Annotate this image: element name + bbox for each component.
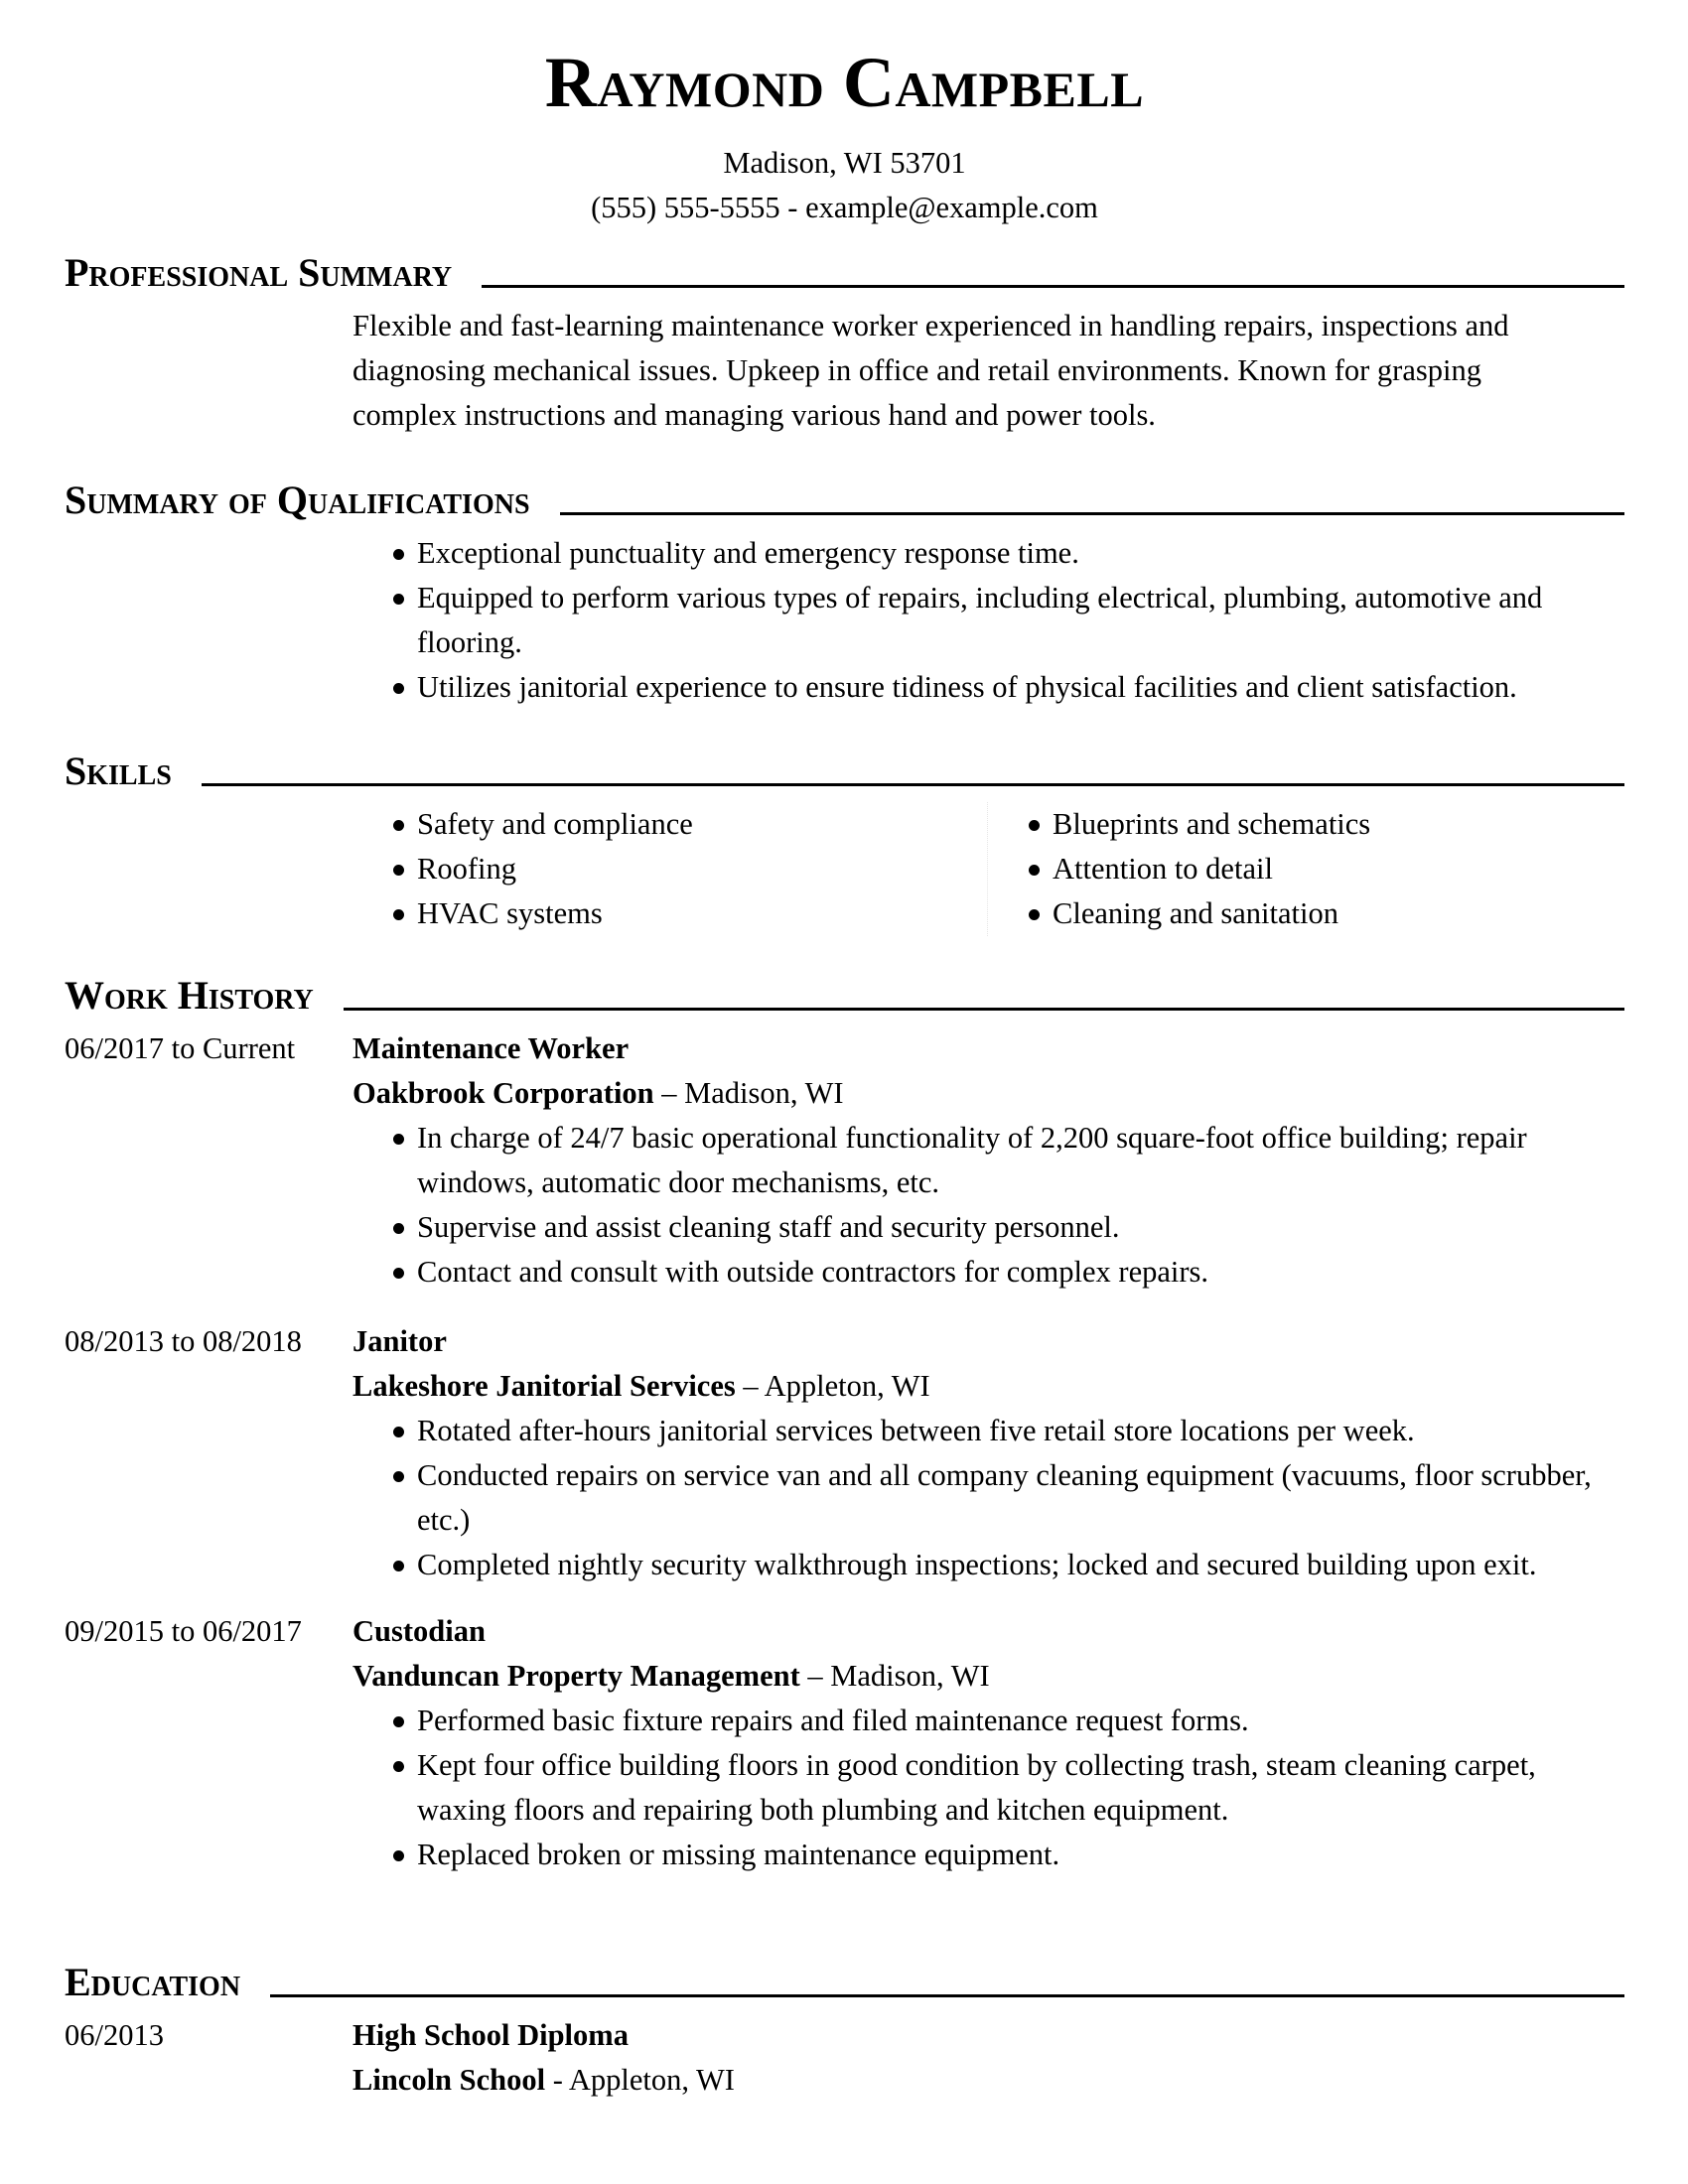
skill-item	[393, 802, 987, 847]
summary-text	[65, 304, 1624, 438]
section-title: Summary of Qualifications	[65, 478, 530, 522]
job-bullet	[393, 1543, 1595, 1587]
phone-email-line: (555) 555-5555 - example@example.com	[591, 191, 1098, 224]
job-bullet-text: Rotated after-hours janitorial services between five retail store locations per week.	[417, 1414, 1415, 1447]
bullet-icon	[393, 1716, 404, 1727]
list-item-text: Exceptional punctuality and emergency response time.	[417, 536, 1079, 570]
school-line	[352, 2058, 1624, 2103]
skills-list	[1029, 802, 1622, 936]
education-date: 06/2013	[65, 2018, 164, 2052]
qualifications-list	[65, 531, 1624, 710]
job-details	[352, 1026, 1624, 1295]
skill-text: Roofing	[417, 852, 516, 886]
education-entry	[65, 2013, 1624, 2103]
section-rule	[344, 1008, 1624, 1011]
company-name: Vanduncan Property Management	[352, 1659, 800, 1693]
bullet-icon	[1029, 865, 1040, 876]
education-details	[352, 2013, 1624, 2103]
professional-summary-section	[65, 252, 1624, 438]
job-bullet	[393, 1699, 1565, 1743]
job-bullet	[393, 1250, 1575, 1295]
job-bullet	[393, 1833, 1565, 1877]
skills-grid	[65, 802, 1624, 936]
job-entry	[65, 1026, 1624, 1295]
list-item	[393, 665, 1624, 710]
skill-text: Safety and compliance	[417, 807, 693, 841]
job-location: Madison, WI	[830, 1659, 990, 1693]
job-location: Appleton, WI	[764, 1369, 930, 1403]
section-title: Professional Summary	[65, 250, 453, 295]
job-bullet	[393, 1116, 1575, 1205]
education-section	[65, 1962, 1624, 2103]
separator: –	[735, 1369, 765, 1403]
bullet-icon	[393, 683, 404, 694]
job-company-line	[352, 1654, 1624, 1699]
job-title: Janitor	[352, 1324, 447, 1358]
bullet-icon	[393, 1850, 404, 1861]
school-location: Appleton, WI	[568, 2063, 735, 2097]
degree: High School Diploma	[352, 2018, 629, 2052]
bullet-icon	[393, 1223, 404, 1234]
section-header	[65, 975, 1624, 1021]
list-item-text: Utilizes janitorial experience to ensure tidiness of physical facilities and client satisfaction.	[417, 670, 1517, 704]
location-line: Madison, WI 53701	[723, 146, 966, 180]
bullet-icon	[1029, 820, 1040, 831]
skill-item	[393, 847, 987, 891]
section-header	[65, 751, 1624, 796]
job-bullet-text: In charge of 24/7 basic operational functionality of 2,200 square-foot office building; repair windows, automatic door mechanisms, etc.	[417, 1121, 1527, 1199]
job-entry	[65, 1319, 1624, 1587]
job-details	[352, 1609, 1624, 1877]
bullet-icon	[393, 820, 404, 831]
separator: –	[799, 1659, 831, 1693]
summary-line: Flexible and fast-learning maintenance worker experienced in handling repairs, inspections and	[352, 309, 1509, 342]
separator: -	[545, 2063, 569, 2097]
skills-column-left	[393, 802, 987, 936]
school-name: Lincoln School	[352, 2063, 546, 2097]
bullet-icon	[1029, 909, 1040, 920]
skills-section	[65, 751, 1624, 936]
bullet-icon	[393, 865, 404, 876]
job-dates: 06/2017 to Current	[65, 1031, 296, 1065]
bullet-icon	[393, 1471, 404, 1482]
job-dates: 08/2013 to 08/2018	[65, 1324, 302, 1358]
contact-block	[65, 141, 1624, 230]
column-divider	[987, 802, 988, 936]
section-title: Education	[65, 1960, 241, 2004]
section-rule	[482, 285, 1624, 288]
list-item	[393, 531, 1624, 576]
company-name: Lakeshore Janitorial Services	[352, 1369, 736, 1403]
section-rule	[270, 1994, 1624, 1997]
bullet-icon	[393, 1561, 404, 1571]
section-rule	[560, 512, 1624, 515]
job-bullet-text: Supervise and assist cleaning staff and security personnel.	[417, 1210, 1120, 1244]
section-header	[65, 252, 1624, 298]
job-bullet	[393, 1409, 1595, 1453]
bullet-icon	[393, 1761, 404, 1772]
job-dates: 09/2015 to 06/2017	[65, 1614, 302, 1648]
job-bullet-text: Performed basic fixture repairs and filed maintenance request forms.	[417, 1704, 1249, 1737]
job-bullet	[393, 1453, 1595, 1543]
section-rule	[202, 783, 1624, 786]
job-bullet	[393, 1205, 1575, 1250]
bullet-icon	[393, 1427, 404, 1437]
section-title: Skills	[65, 749, 172, 793]
bullet-icon	[393, 909, 404, 920]
skill-item	[1029, 847, 1622, 891]
qualifications-section	[65, 479, 1624, 710]
skill-item	[393, 891, 987, 936]
bullet-icon	[393, 1134, 404, 1145]
company-name: Oakbrook Corporation	[352, 1076, 654, 1110]
skills-list	[393, 802, 987, 936]
job-company-line	[352, 1071, 1624, 1116]
job-bullet-text: Contact and consult with outside contractors for complex repairs.	[417, 1255, 1209, 1289]
job-bullet	[393, 1743, 1565, 1833]
list-item	[393, 576, 1624, 665]
separator: –	[653, 1076, 685, 1110]
job-title: Custodian	[352, 1614, 486, 1648]
summary-line: complex instructions and managing various hand and power tools.	[352, 398, 1156, 432]
job-details	[352, 1319, 1624, 1587]
skill-item	[1029, 802, 1622, 847]
list-item-text: Equipped to perform various types of repairs, including electrical, plumbing, automotive and flooring.	[417, 581, 1543, 659]
skills-column-right	[1029, 802, 1622, 936]
bullet-icon	[393, 1268, 404, 1279]
job-company-line	[352, 1364, 1624, 1409]
section-title: Work History	[65, 973, 314, 1018]
section-header	[65, 479, 1624, 525]
job-bullet-text: Kept four office building floors in good condition by collecting trash, steam cleaning carpet, waxing floors and repairing both plumbing and kitchen equipment.	[417, 1748, 1536, 1827]
skill-text: Cleaning and sanitation	[1053, 896, 1338, 930]
summary-line: diagnosing mechanical issues. Upkeep in office and retail environments. Known for grasping	[352, 353, 1481, 387]
skill-text: Blueprints and schematics	[1053, 807, 1371, 841]
qualifications-list-wrap	[65, 531, 1624, 710]
job-bullets	[352, 1116, 1624, 1295]
bullet-icon	[393, 549, 404, 560]
job-bullet-text: Completed nightly security walkthrough inspections; locked and secured building upon exit.	[417, 1548, 1537, 1581]
job-bullets	[352, 1699, 1624, 1877]
job-title: Maintenance Worker	[352, 1031, 630, 1065]
jobs-list	[65, 1026, 1624, 1877]
skill-text: HVAC systems	[417, 896, 603, 930]
work-history-section	[65, 975, 1624, 1877]
candidate-name: Raymond Campbell	[544, 43, 1145, 122]
skill-item	[1029, 891, 1622, 936]
job-bullet-text: Replaced broken or missing maintenance equipment.	[417, 1838, 1060, 1871]
job-bullet-text: Conducted repairs on service van and all company cleaning equipment (vacuums, floor scrubber, etc.)	[417, 1458, 1592, 1537]
job-bullets	[352, 1409, 1624, 1587]
job-entry	[65, 1609, 1624, 1877]
section-header	[65, 1962, 1624, 2007]
bullet-icon	[393, 594, 404, 605]
job-location: Madison, WI	[684, 1076, 844, 1110]
skill-text: Attention to detail	[1053, 852, 1273, 886]
